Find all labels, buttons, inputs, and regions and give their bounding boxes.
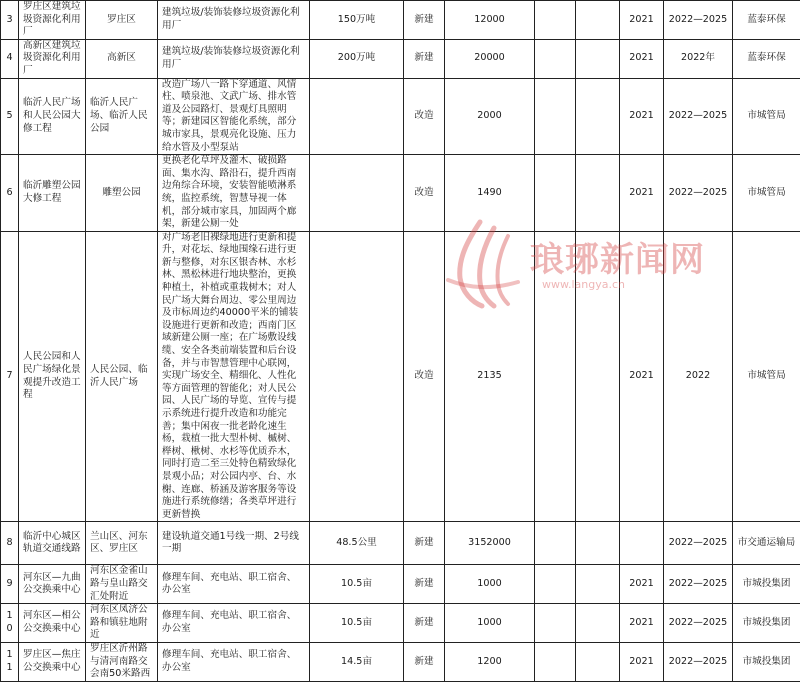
responsible-unit: 市城投集团 — [733, 642, 800, 681]
project-name: 罗庄区建筑垃圾资源化利用厂 — [19, 1, 86, 40]
extra-column — [576, 1, 620, 40]
total-investment: 1000 — [445, 604, 535, 643]
project-type: 新建 — [404, 604, 445, 643]
construction-scope: 修理车间、充电站、职工宿舍、办公室 — [158, 604, 310, 643]
start-year: 2021 — [620, 39, 664, 78]
start-year: 2021 — [620, 78, 664, 155]
construction-period: 2022—2025 — [664, 604, 733, 643]
construction-period: 2022—2025 — [664, 642, 733, 681]
construction-scope: 建设轨道交通1号线一期、2号线一期 — [158, 522, 310, 565]
extra-column — [576, 604, 620, 643]
total-investment: 1490 — [445, 155, 535, 232]
row-number: 3 — [1, 1, 19, 40]
responsible-unit: 市城管局 — [733, 231, 800, 522]
table-row — [1, 565, 800, 604]
row-number: 8 — [1, 522, 19, 565]
construction-scale: 150万吨 — [310, 1, 404, 40]
construction-scale — [310, 155, 404, 232]
project-type: 新建 — [404, 1, 445, 40]
row-number: 6 — [1, 155, 19, 232]
project-location: 人民公园、临沂人民广场 — [86, 231, 158, 522]
extra-column — [535, 604, 576, 643]
project-type: 改造 — [404, 78, 445, 155]
total-investment: 12000 — [445, 1, 535, 40]
total-investment: 20000 — [445, 39, 535, 78]
construction-scale: 10.5亩 — [310, 565, 404, 604]
project-name: 高新区建筑垃圾资源化利用厂 — [19, 39, 86, 78]
extra-column — [535, 522, 576, 565]
extra-column — [576, 78, 620, 155]
start-year: 2021 — [620, 231, 664, 522]
project-location: 临沂人民广场、临沂人民公园 — [86, 78, 158, 155]
table-row — [1, 642, 800, 681]
construction-period: 2022 — [664, 231, 733, 522]
project-type: 改造 — [404, 155, 445, 232]
table-row — [1, 39, 800, 78]
project-name: 临沂中心城区轨道交通线路 — [19, 522, 86, 565]
project-name: 罗庄区—焦庄公交换乘中心 — [19, 642, 86, 681]
watermark-url: www.langya.cn — [542, 278, 625, 291]
construction-scale: 10.5亩 — [310, 604, 404, 643]
start-year: 2021 — [620, 604, 664, 643]
row-number: 5 — [1, 78, 19, 155]
project-location: 高新区 — [86, 39, 158, 78]
start-year: 2021 — [620, 1, 664, 40]
project-name: 河东区—九曲公交换乘中心 — [19, 565, 86, 604]
construction-scope: 改造广场八一路下穿通道、风情柱、喷泉池、文武广场、排水管道及公园路灯、景观灯具照明等；新建园区智能化系统，部分城市家具，景观亮化设施、压力给水管及小型泵站 — [158, 78, 310, 155]
row-number: 7 — [1, 231, 19, 522]
construction-scope: 修理车间、充电站、职工宿舍、办公室 — [158, 642, 310, 681]
project-location: 雕塑公园 — [86, 155, 158, 232]
row-number: 9 — [1, 565, 19, 604]
project-location: 兰山区、河东区、罗庄区 — [86, 522, 158, 565]
construction-period: 2022年 — [664, 39, 733, 78]
total-investment: 2000 — [445, 78, 535, 155]
project-type: 改造 — [404, 231, 445, 522]
construction-scale: 200万吨 — [310, 39, 404, 78]
row-number: 10 — [1, 604, 19, 643]
table-row — [1, 522, 800, 565]
extra-column — [576, 155, 620, 232]
total-investment: 1200 — [445, 642, 535, 681]
extra-column — [535, 642, 576, 681]
extra-column — [535, 231, 576, 522]
project-type: 新建 — [404, 565, 445, 604]
extra-column — [535, 78, 576, 155]
project-type: 新建 — [404, 642, 445, 681]
extra-column — [535, 1, 576, 40]
construction-period: 2022—2025 — [664, 565, 733, 604]
row-number: 11 — [1, 642, 19, 681]
responsible-unit: 市城投集团 — [733, 604, 800, 643]
construction-scale — [310, 231, 404, 522]
row-number: 4 — [1, 39, 19, 78]
responsible-unit: 蓝泰环保 — [733, 1, 800, 40]
extra-column — [576, 231, 620, 522]
responsible-unit: 市交通运输局 — [733, 522, 800, 565]
project-location: 河东区凤济公路和镇驻地附近 — [86, 604, 158, 643]
table-row — [1, 604, 800, 643]
construction-scope: 对广场老旧裸绿地进行更新和提升，对花坛、绿地围缘石进行更新与整修，对东区银杏林、水杉林、黑松林进行地块整治，更换种植土，补植或重栽树木；对人民广场大舞台周边、零公里周边及市标周边约40000平米的铺装设施进行更新和改造；西南门区域新建公厕一座；在广场敷设线缆、安全各类前端装置和后台设备，并与市智慧管理中心联网，实现广场安全、精细化、人性化等方面管理的智能化；对人民公园、人民广场的导览、宣传与提示系统进行提升改造和功能完善；集中闲夜一批老龄化速生杨，栽植一批大型朴树、槭树、榉树、楸树、水杉等优质乔木，同时打造二至三处特色精致绿化景观小品；对公园内亭、台、水榭、连廊、桥涵及游客服务等设施进行系统修缮；各类草坪进行更新替换 — [158, 231, 310, 522]
project-location: 罗庄区 — [86, 1, 158, 40]
total-investment: 3152000 — [445, 522, 535, 565]
extra-column — [576, 565, 620, 604]
project-name: 临沂人民广场和人民公园大修工程 — [19, 78, 86, 155]
responsible-unit: 市城投集团 — [733, 565, 800, 604]
extra-column — [535, 155, 576, 232]
extra-column — [535, 565, 576, 604]
table-row — [1, 1, 800, 40]
responsible-unit: 蓝泰环保 — [733, 39, 800, 78]
table-row — [1, 231, 800, 522]
project-name: 人民公园和人民广场绿化景观提升改造工程 — [19, 231, 86, 522]
extra-column — [535, 39, 576, 78]
construction-scope: 修理车间、充电站、职工宿舍、办公室 — [158, 565, 310, 604]
extra-column — [576, 642, 620, 681]
table-row — [1, 78, 800, 155]
construction-period: 2022—2025 — [664, 522, 733, 565]
start-year: 2021 — [620, 155, 664, 232]
project-name: 河东区—相公公交换乘中心 — [19, 604, 86, 643]
start-year: 2021 — [620, 565, 664, 604]
extra-column — [576, 39, 620, 78]
construction-scope: 建筑垃圾/装饰装修垃圾资源化利用厂 — [158, 39, 310, 78]
responsible-unit: 市城管局 — [733, 155, 800, 232]
start-year: 2021 — [620, 642, 664, 681]
construction-scope: 更换老化草坪及灌木、破损路面、集水沟、路沿石，提升西南边角综合环境，安装智能喷淋系统，监控系统，智慧导视一体机，部分城市家具，加固两个廊架，新建公厕一处 — [158, 155, 310, 232]
construction-period: 2022—2025 — [664, 1, 733, 40]
project-location: 罗庄区沂州路与清河南路交会南50米路西 — [86, 642, 158, 681]
responsible-unit: 市城管局 — [733, 78, 800, 155]
project-location: 河东区金雀山路与皇山路交汇处附近 — [86, 565, 158, 604]
project-type: 新建 — [404, 39, 445, 78]
total-investment: 1000 — [445, 565, 535, 604]
extra-column — [576, 522, 620, 565]
construction-scale — [310, 78, 404, 155]
construction-period: 2022—2025 — [664, 155, 733, 232]
watermark-text: 琅琊新闻网 — [530, 232, 705, 281]
construction-scale: 48.5公里 — [310, 522, 404, 565]
project-type: 新建 — [404, 522, 445, 565]
project-name: 临沂雕塑公园大修工程 — [19, 155, 86, 232]
construction-scope: 建筑垃圾/装饰装修垃圾资源化利用厂 — [158, 1, 310, 40]
construction-scale: 14.5亩 — [310, 642, 404, 681]
start-year — [620, 522, 664, 565]
table-row — [1, 155, 800, 232]
total-investment: 2135 — [445, 231, 535, 522]
construction-period: 2022—2025 — [664, 78, 733, 155]
